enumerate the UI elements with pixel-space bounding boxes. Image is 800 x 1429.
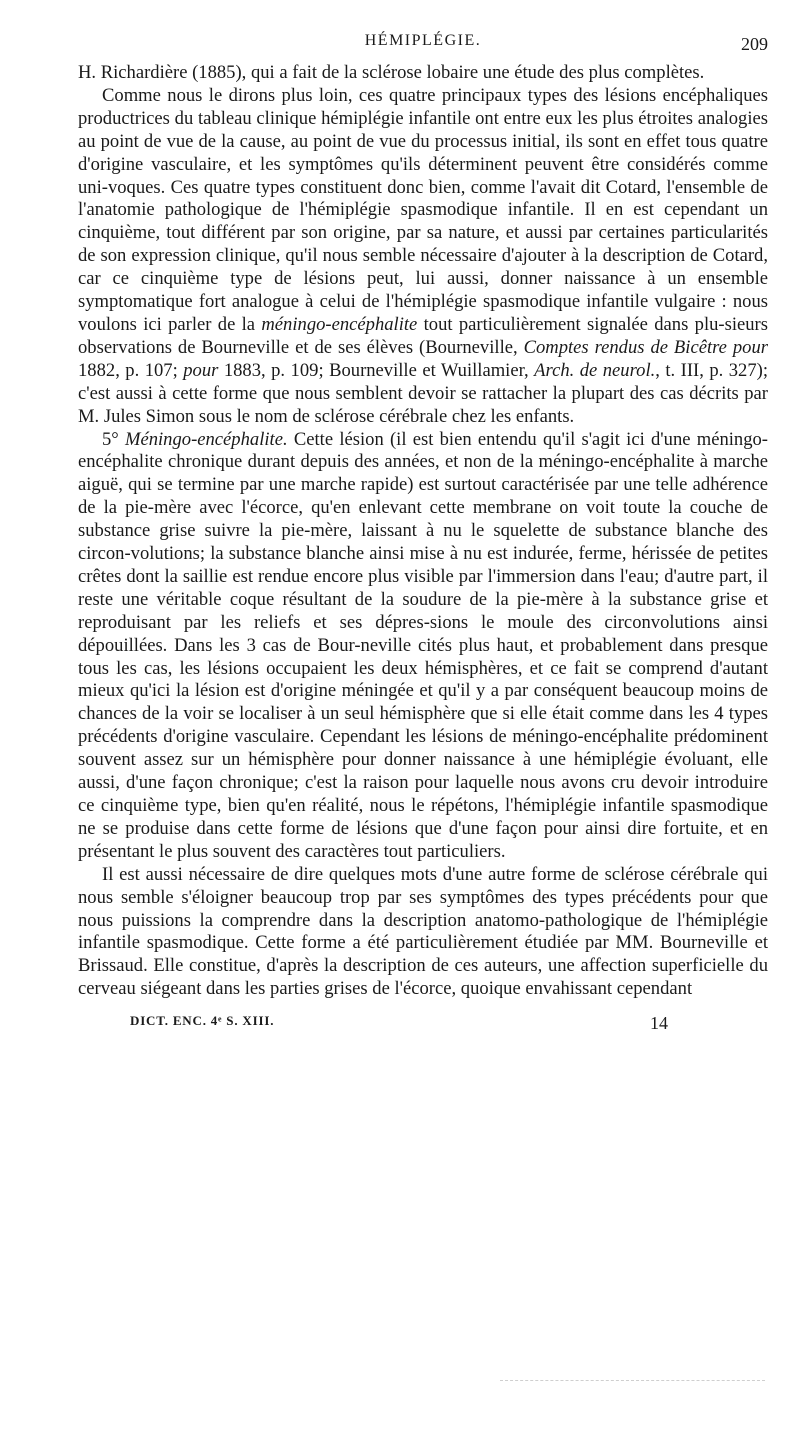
text-run: tout particulièrement signalée dans plu-sieurs observations de Bourneville et de ses élèves (Bourneville, bbox=[78, 313, 768, 358]
page-footer bbox=[78, 1011, 768, 1041]
text-run: 5° bbox=[102, 428, 125, 450]
text-run: , t. III, p. 327); c'est aussi à cette forme que nous semblent devoir se rattacher la plupart des cas décrits par M. Jules Simon sous le nom de sclérose cérébrale chez les enfants. bbox=[78, 359, 769, 427]
text-run: 1883, p. 109; Bourneville et Wuillamier, bbox=[218, 359, 535, 381]
text-run: Comme nous le dirons plus loin, ces quatre principaux types des lésions encéphaliques productrices du tableau clinique hémiplégie infantile ont entre eux les plus étroites analogies au point de vue de la cause, au point de vue du processus initial, ils sont en effet tous quatre d'origine vasculaire, et les symptômes qu'ils déterminent peuvent être considérés comme uni-voques. Ces quatre types constituent donc bien, comme l'avait dit Cotard, l'ensemble de l'anatomie pathologique de l'hémiplégie spasmodique infantile. Il en est cependant un cinquième, tout différent par son origine, par sa nature, et aussi par certaines particularités de son expression clinique, qu'il nous semble nécessaire d'ajouter à la description de Cotard, car ce cinquième type de lésions peut, lui aussi, donner naissance à un ensemble symptomatique fort analogue à celui de l'hémiplégie spasmodique infantile vulgaire : nous voulons ici parler de la bbox=[78, 84, 768, 335]
italic-run: Méningo-encéphalite. bbox=[124, 428, 288, 450]
sheet-number: 14 bbox=[650, 1013, 668, 1034]
scan-artifact bbox=[500, 1380, 765, 1382]
paragraph bbox=[78, 62, 768, 85]
italic-run: pour bbox=[183, 359, 219, 381]
page-number: 209 bbox=[741, 34, 768, 54]
document-page bbox=[78, 30, 768, 1041]
paragraph bbox=[78, 864, 768, 1001]
text-run: Il est aussi nécessaire de dire quelques mots d'une autre forme de sclérose cérébrale qui nous semble s'éloigner beaucoup trop par ses symptômes des types précédents pour que nous puissions la comprendre dans la description anatomo-pathologique de l'hémiplégie infantile spasmodique. Cette forme a été particulièrement étudiée par MM. Bourneville et Brissaud. Elle constitue, d'après la description de ces auteurs, une affection superficielle du cerveau siégeant dans les parties grises de l'écorce, quoique envahissant cependant bbox=[78, 863, 768, 1000]
paragraph bbox=[78, 429, 768, 864]
text-run: Cette lésion (il est bien entendu qu'il s'agit ici d'une méningo-encéphalite chronique durant depuis des années, et non de la méningo-encéphalite à marche aiguë, qui se termine par une marche rapide) est surtout caractérisée par une telle adhérence de la pie-mère avec l'écorce, qu'en enlevant cette membrane on voit toute la couche de substance grise suivre la pie-mère, laissant à nu le squelette de substance blanche des circon-volutions; la substance blanche ainsi mise à nu est indurée, ferme, hérissée de petites crêtes dont la saillie est rendue encore plus visible par l'immersion dans l'eau; d'autre part, il reste une véritable coque résultant de la soudure de la pie-mère à la substance grise et reproduisant par les reliefs et ses dépres-sions le moule des circonvolutions ainsi dépouillées. Dans les 3 cas de Bour-neville cités plus haut, et probablement dans presque tous les cas, les lésions occupaient les deux hémisphères, et ce fait se comprend d'autant mieux qu'ici la lésion est d'origine méningée et qu'il y a par conséquent beaucoup moins de chances de la voir se localiser à un seul hémisphère que si elle était comme dans les 4 types précédents d'origine vasculaire. Cependant les lésions de méningo-encéphalite prédominent souvent assez sur un hémisphère pour donner naissance à une hémiplégie évoluant, elle aussi, d'une façon chronique; c'est la raison pour laquelle nous avons cru devoir introduire ce cinquième type, bien qu'en réalité, nous le répétons, l'hémiplégie infantile spasmodique ne se produise dans cette forme de lésions que d'une façon pour ainsi dire fortuite, et en présentant le plus souvent des caractères tout particuliers. bbox=[78, 428, 768, 862]
page-header bbox=[78, 30, 768, 58]
italic-run: méningo-encéphalite bbox=[261, 313, 418, 335]
italic-run: Comptes rendus de Bicêtre pour bbox=[523, 336, 768, 358]
body-text bbox=[78, 62, 768, 1001]
running-title: HÉMIPLÉGIE. bbox=[364, 32, 482, 49]
text-run: 1882, p. 107; bbox=[78, 359, 184, 381]
paragraph bbox=[78, 85, 768, 429]
printer-signature: DICT. ENC. 4ᵉ S. XIII. bbox=[130, 1013, 275, 1029]
text-run: H. Richardière (1885), qui a fait de la sclérose lobaire une étude des plus complètes. bbox=[78, 62, 705, 83]
italic-run: Arch. de neurol. bbox=[534, 359, 656, 381]
